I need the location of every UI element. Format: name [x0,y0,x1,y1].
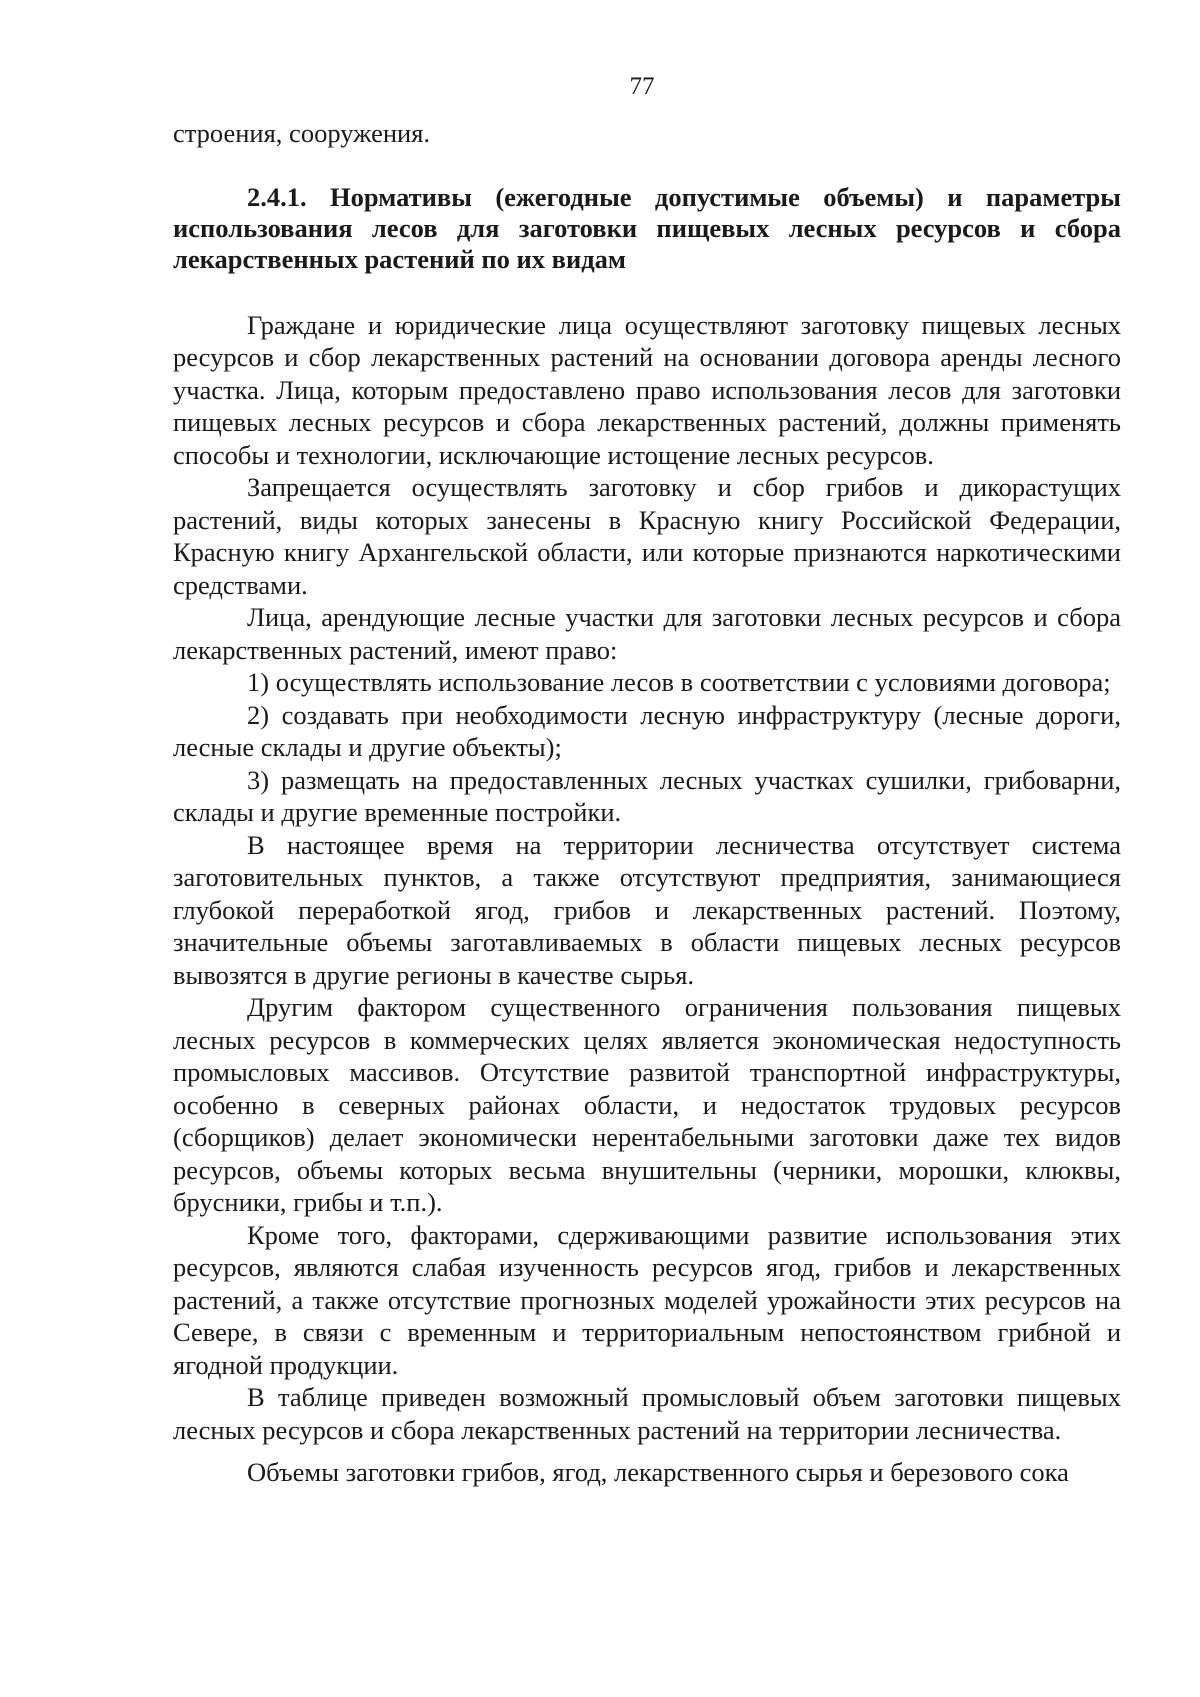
paragraph-prohibition: Запрещается осуществлять заготовку и сбор грибов и дикорастущих растений, виды которых занесены в Красную книгу Российской Федерации, Красную книгу Архангельской области, или которые признаются наркотическими средствами. [173,472,1121,600]
table-caption: Объемы заготовки грибов, ягод, лекарственного сырья и березового сока [247,1457,1069,1487]
page-body [173,117,1121,1489]
list-item-1: 1) осуществлять использование лесов в соответствии с условиями договора; [247,667,1111,697]
list-item-3: 3) размещать на предоставленных лесных участках сушилки, грибоварни, склады и другие временные постройки. [173,764,1121,827]
page-number: 77 [629,73,655,100]
list-item-2: 2) создавать при необходимости лесную инфраструктуру (лесные дороги, лесные склады и другие объекты); [173,699,1121,762]
paragraph-citizens: Граждане и юридические лица осуществляют заготовку пищевых лесных ресурсов и сбор лекарственных растений на основании договора аренды лесного участка. Лица, которым предоставлено право использования лесов для заготовки пищевых лесных ресурсов и сбора лекарственных растений, должны применять способы и технологии, исключающие истощение лесных ресурсов. [173,309,1121,470]
intro-fragment: строения, сооружения. [173,118,431,148]
paragraph-table-reference: В таблице приведен возможный промысловый объем заготовки пищевых лесных ресурсов и сбора лекарственных растений на территории лесничества. [173,1382,1121,1445]
paragraph-rights-intro: Лица, арендующие лесные участки для заготовки лесных ресурсов и сбора лекарственных растений, имеют право: [173,602,1121,665]
paragraph-additional-factors: Кроме того, факторами, сдерживающими развитие использования этих ресурсов, являются слабая изученность ресурсов ягод, грибов и лекарственных растений, а также отсутствие прогнозных моделей урожайности этих ресурсов на Севере, в связи с временным и территориальным непостоянством грибной и ягодной продукции. [173,1219,1121,1380]
section-heading: 2.4.1. Нормативы (ежегодные допустимые объемы) и параметры использования лесов для заготовки пищевых лесных ресурсов и сбора лекарственных растений по их видам [173,181,1121,274]
paragraph-other-factor: Другим фактором существенного ограничения пользования пищевых лесных ресурсов в коммерческих целях является экономическая недоступность промысловых массивов. Отсутствие развитой транспортной инфраструктуры, особенно в северных районах области, и недостаток трудовых ресурсов (сборщиков) делает экономически нерентабельными заготовки даже тех видов ресурсов, объемы которых весьма внушительны (черники, морошки, клюквы, брусники, грибы и т.п.). [173,992,1121,1217]
paragraph-current-state: В настоящее время на территории лесничества отсутствует система заготовительных пунктов, а также отсутствуют предприятия, занимающиеся глубокой переработкой ягод, грибов и лекарственных растений. Поэтому, значительные объемы заготавливаемых в области пищевых лесных ресурсов вывозятся в другие регионы в качестве сырья. [173,829,1121,990]
